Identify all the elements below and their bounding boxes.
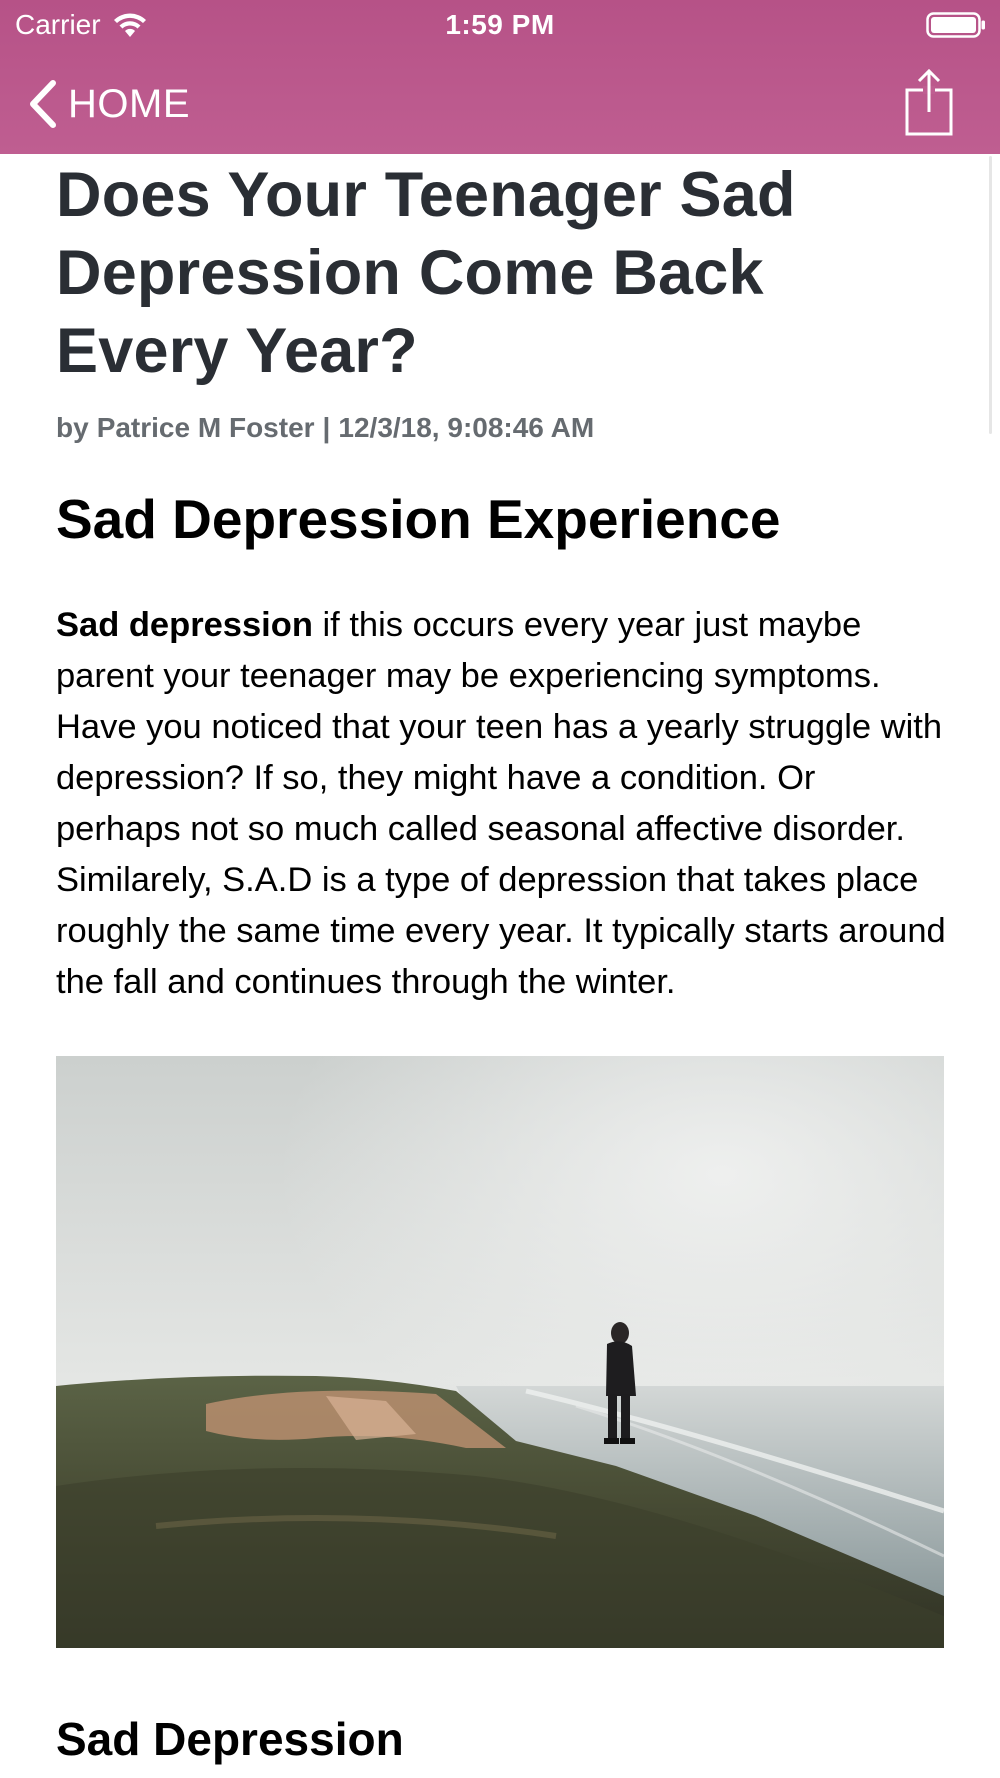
article-paragraph	[56, 600, 946, 1008]
byline-separator: |	[322, 412, 331, 443]
paragraph-lead: Sad depression	[56, 606, 313, 644]
back-button[interactable]	[26, 74, 190, 134]
paragraph-text: if this occurs every year just maybe parent your teenager may be experiencing symptoms. Have you noticed that your teen has a yearly struggle with depression? If so, they might have a condition. Or perhaps not so much called seasonal affective disorder. Similarely, S.A.D is a type of depression that takes place roughly the same time every year. It typically starts around the fall and continues through the winter.	[56, 606, 946, 1001]
article-photo	[56, 1056, 944, 1648]
back-label: HOME	[68, 81, 190, 126]
navigation-bar	[0, 60, 1000, 154]
scroll-indicator[interactable]	[989, 156, 992, 434]
share-icon[interactable]	[904, 68, 956, 138]
carrier-label: Carrier	[15, 9, 101, 40]
status-bar	[0, 0, 1000, 50]
clock: 1:59 PM	[445, 9, 555, 40]
section-heading: Sad Depression Experience	[56, 488, 781, 550]
battery-icon	[926, 12, 986, 38]
chevron-left-icon	[26, 78, 60, 130]
article-title: Does Your Teenager Sad Depression Come Back Every Year?	[56, 160, 796, 386]
app-header	[0, 0, 1000, 154]
byline	[56, 412, 946, 444]
next-section-heading: Sad Depression	[56, 1713, 404, 1765]
article-content	[56, 156, 946, 1772]
author-name: Patrice M Foster	[96, 412, 315, 443]
publish-date: 12/3/18, 9:08:46 AM	[338, 412, 595, 443]
byline-prefix: by	[56, 412, 89, 443]
